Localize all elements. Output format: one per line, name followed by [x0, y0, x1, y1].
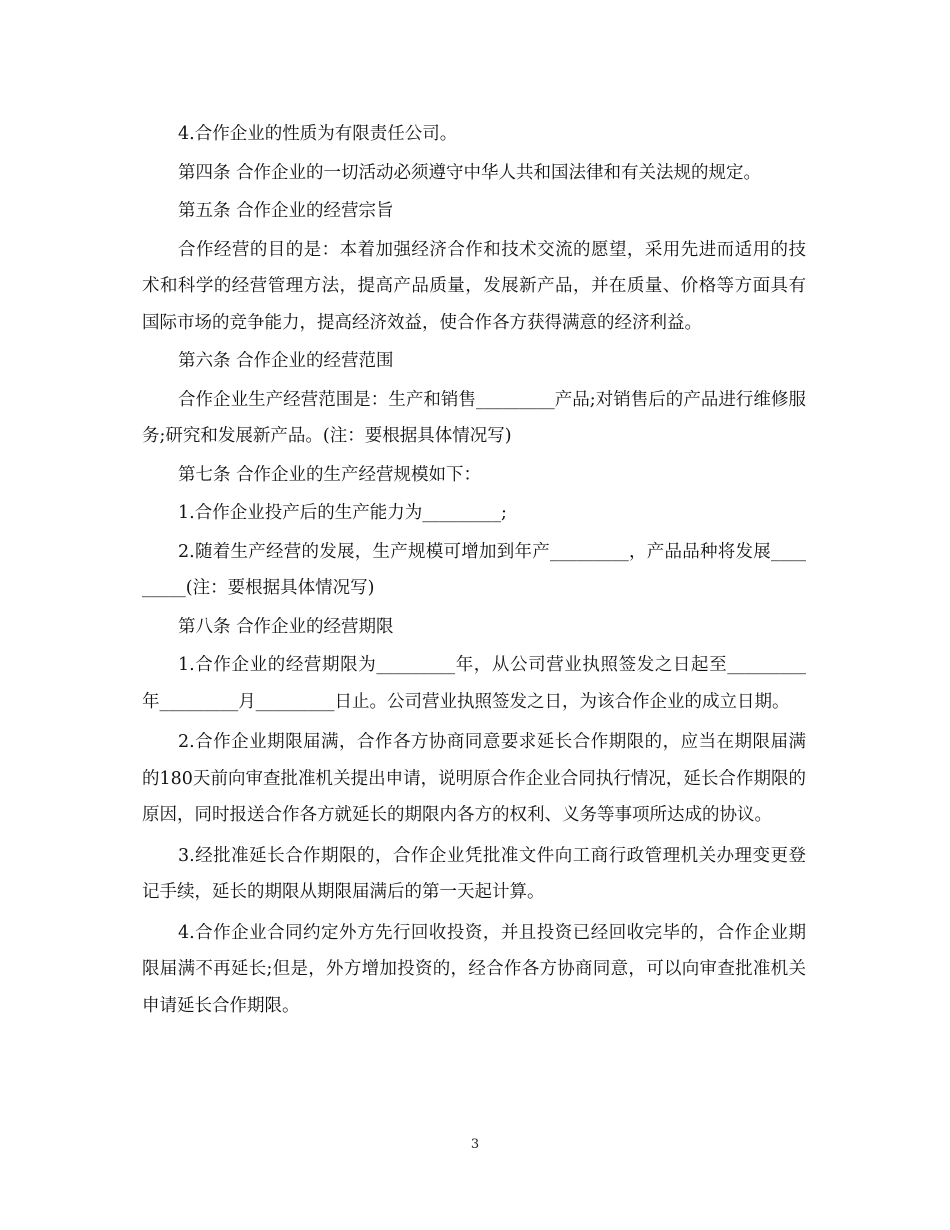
document-body	[142, 116, 806, 1024]
heading-article-5: 第五条 合作企业的经营宗旨	[178, 201, 394, 221]
paragraph-article-7-item-2: 2.随着生产经营的发展，生产规模可增加到年产_________，产品品种将发展_________(注：要根据具体情况写)	[142, 541, 806, 598]
paragraph-article-8-item-2: 2.合作企业期限届满，合作各方协商同意要求延长合作期限的，应当在期限届满的180天前向审查批准机关提出申请，说明原合作企业合同执行情况，延长合作期限的原因，同时报送合作各方就延长的期限内各方的权利、义务等事项所达成的协议。	[142, 732, 806, 825]
paragraph-article-8-item-4: 4.合作企业合同约定外方先行回收投资，并且投资已经回收完毕的，合作企业期限届满不再延长;但是，外方增加投资的，经合作各方协商同意，可以向审查批准机关申请延长合作期限。	[142, 922, 806, 1016]
paragraph-article-4: 第四条 合作企业的一切活动必须遵守中华人共和国法律和有关法规的规定。	[178, 162, 762, 183]
heading-article-6: 第六条 合作企业的经营范围	[178, 351, 394, 371]
paragraph-article-6-body: 合作企业生产经营范围是：生产和销售_________产品;对销售后的产品进行维修服务;研究和发展新产品。(注：要根据具体情况写)	[142, 389, 806, 446]
paragraph-clause-3-item-4: 4.合作企业的性质为有限责任公司。	[178, 124, 458, 144]
heading-article-8: 第八条 合作企业的经营期限	[178, 616, 394, 637]
heading-article-7: 第七条 合作企业的生产经营规模如下：	[178, 464, 482, 485]
page-number: 3	[470, 1137, 480, 1152]
paragraph-article-8-item-1: 1.合作企业的经营期限为_________年，从公司营业执照签发之日起至_________年_________月_________日止。公司营业执照签发之日，为该合作企业的成立日期。	[142, 655, 806, 712]
paragraph-article-7-item-1: 1.合作企业投产后的生产能力为_________;	[178, 503, 507, 523]
paragraph-article-8-item-3: 3.经批准延长合作期限的，合作企业凭批准文件向工商行政管理机关办理变更登记手续，延长的期限从期限届满后的第一天起计算。	[142, 845, 806, 902]
paragraph-article-5-body: 合作经营的目的是：本着加强经济合作和技术交流的愿望，采用先进而适用的技术和科学的经营管理方法，提高产品质量，发展新产品，并在质量、价格等方面具有国际市场的竞争能力，提高经济效益，使合作各方获得满意的经济利益。	[142, 239, 806, 333]
